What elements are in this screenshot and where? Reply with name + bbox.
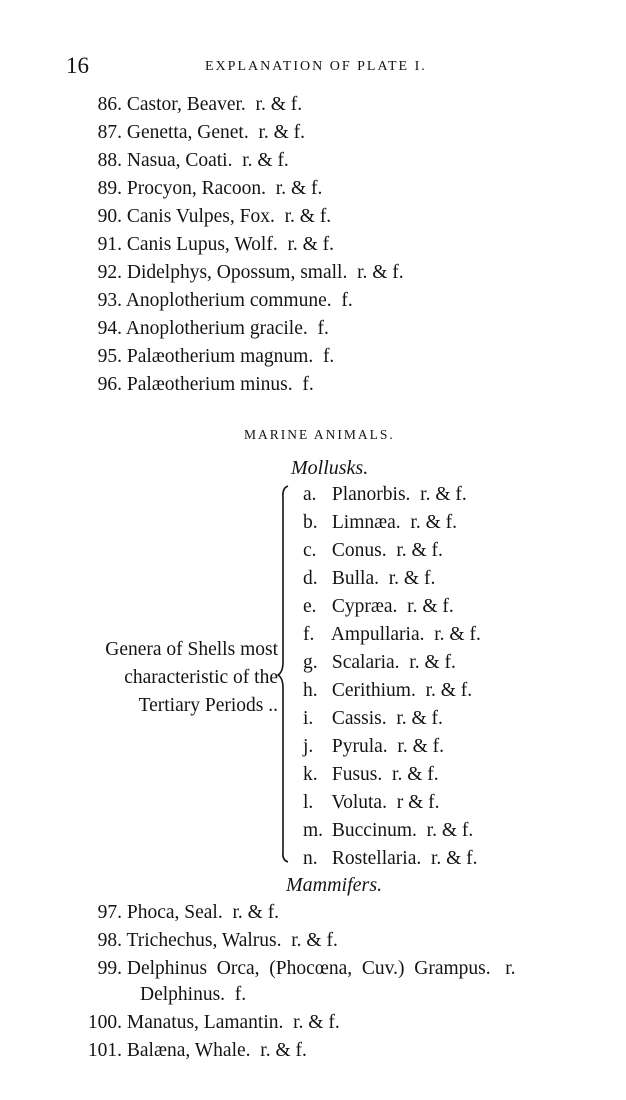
genus-letter: c. <box>303 540 317 561</box>
entry-number: 89. <box>97 178 122 199</box>
genus-item <box>303 482 467 508</box>
entry-text: Trichechus, Walrus. r. & f. <box>126 930 338 951</box>
genus-item <box>303 622 481 648</box>
entry-text: Anoplotherium commune. f. <box>125 290 353 311</box>
genus-letter: m. <box>303 820 324 841</box>
genus-text: Rostellaria. r. & f. <box>331 848 478 869</box>
entry-text: Delphinus Orca, (Phocœna, Cuv.) Grampus. r. <box>126 958 516 979</box>
genus-item <box>303 538 443 564</box>
genus-text: Bulla. r. & f. <box>331 568 436 589</box>
entry-text: Manatus, Lamantin. r. & f. <box>126 1012 340 1033</box>
entry-number: 90. <box>97 206 122 227</box>
genus-text: Buccinum. r. & f. <box>331 820 474 841</box>
group-label-line: Tertiary Periods .. <box>138 695 278 716</box>
genus-letter: j. <box>303 736 314 757</box>
entry-text: Anoplotherium gracile. f. <box>125 318 329 339</box>
entry-number: 97. <box>97 902 122 923</box>
running-title: EXPLANATION OF PLATE I. <box>205 59 427 74</box>
entry-number: 100. <box>87 1012 122 1033</box>
entry-text: Canis Vulpes, Fox. r. & f. <box>126 206 332 227</box>
entry-number: 88. <box>97 150 122 171</box>
section-heading: MARINE ANIMALS. <box>244 427 395 442</box>
genus-letter: k. <box>303 764 318 785</box>
genus-letter: a. <box>303 484 317 505</box>
group-label <box>60 636 278 720</box>
genus-letter: d. <box>303 568 318 589</box>
entry-text: Canis Lupus, Wolf. r. & f. <box>126 234 335 255</box>
genus-item <box>303 510 457 536</box>
list-item <box>80 956 516 982</box>
list-item-continuation <box>140 982 246 1008</box>
list-item <box>80 1010 340 1036</box>
entry-number: 96. <box>97 374 122 395</box>
genus-text: Pyrula. r. & f. <box>331 736 444 757</box>
list-item <box>80 928 338 954</box>
list-item <box>88 148 289 174</box>
entry-text: Palæotherium minus. f. <box>126 374 314 395</box>
list-item <box>88 176 322 202</box>
list-item <box>88 260 404 286</box>
genus-text: Fusus. r. & f. <box>331 764 439 785</box>
list-item <box>88 316 329 342</box>
mollusks-heading: Mollusks. <box>291 457 369 479</box>
genus-text: Cypræa. r. & f. <box>331 596 454 617</box>
genus-letter: g. <box>303 652 318 673</box>
curly-brace <box>276 484 298 864</box>
entry-number: 99. <box>97 958 122 979</box>
entry-number: 92. <box>97 262 122 283</box>
genus-item <box>303 790 440 816</box>
group-label-line: characteristic of the <box>124 667 278 688</box>
entry-number: 93. <box>97 290 122 311</box>
page-number: 16 <box>66 53 89 78</box>
genus-text: Planorbis. r. & f. <box>331 484 467 505</box>
genus-letter: n. <box>303 848 318 869</box>
genus-item <box>303 678 472 704</box>
genus-letter: e. <box>303 596 317 617</box>
genus-letter: i. <box>303 708 314 729</box>
entry-number: 101. <box>87 1040 122 1061</box>
genus-letter: f. <box>303 624 315 645</box>
entry-number: 86. <box>97 94 122 115</box>
genus-text: Ampullaria. r. & f. <box>330 624 481 645</box>
list-item <box>80 1038 307 1064</box>
genus-text: Cerithium. r. & f. <box>331 680 473 701</box>
list-item <box>80 900 279 926</box>
genus-letter: b. <box>303 512 318 533</box>
genus-text: Scalaria. r. & f. <box>331 652 456 673</box>
genus-text: Cassis. r. & f. <box>331 708 443 729</box>
entry-text: Nasua, Coati. r. & f. <box>126 150 289 171</box>
genus-letter: h. <box>303 680 318 701</box>
genus-item <box>303 762 439 788</box>
entry-number: 98. <box>97 930 122 951</box>
list-item <box>88 344 334 370</box>
genus-item <box>303 566 435 592</box>
entry-number: 94. <box>97 318 122 339</box>
genus-item <box>303 594 454 620</box>
entry-text: Balæna, Whale. r. & f. <box>126 1040 307 1061</box>
brace-stroke <box>278 486 288 862</box>
list-item <box>88 120 305 146</box>
list-item <box>88 92 302 118</box>
genus-text: Conus. r. & f. <box>331 540 443 561</box>
list-item <box>88 232 334 258</box>
entry-text: Phoca, Seal. r. & f. <box>126 902 280 923</box>
entry-number: 87. <box>97 122 122 143</box>
list-item <box>88 288 353 314</box>
entry-number: 91. <box>97 234 122 255</box>
genus-text: Limnæa. r. & f. <box>331 512 457 533</box>
entry-text: Delphinus. f. <box>140 984 247 1005</box>
entry-number: 95. <box>97 346 122 367</box>
entry-text: Didelphys, Opossum, small. r. & f. <box>126 262 404 283</box>
entry-text: Procyon, Racoon. r. & f. <box>126 178 323 199</box>
list-item <box>88 372 314 398</box>
group-label-line: Genera of Shells most <box>105 639 278 660</box>
entry-text: Genetta, Genet. r. & f. <box>126 122 306 143</box>
genus-item <box>303 734 444 760</box>
genus-item <box>303 706 443 732</box>
genus-text: Voluta. r & f. <box>331 792 440 813</box>
genus-item <box>303 818 473 844</box>
entry-text: Palæotherium magnum. f. <box>126 346 335 367</box>
genus-item <box>303 650 456 676</box>
list-item <box>88 204 331 230</box>
mammifers-heading: Mammifers. <box>286 874 383 896</box>
entry-text: Castor, Beaver. r. & f. <box>126 94 303 115</box>
genus-item <box>303 846 478 872</box>
genus-letter: l. <box>303 792 314 813</box>
